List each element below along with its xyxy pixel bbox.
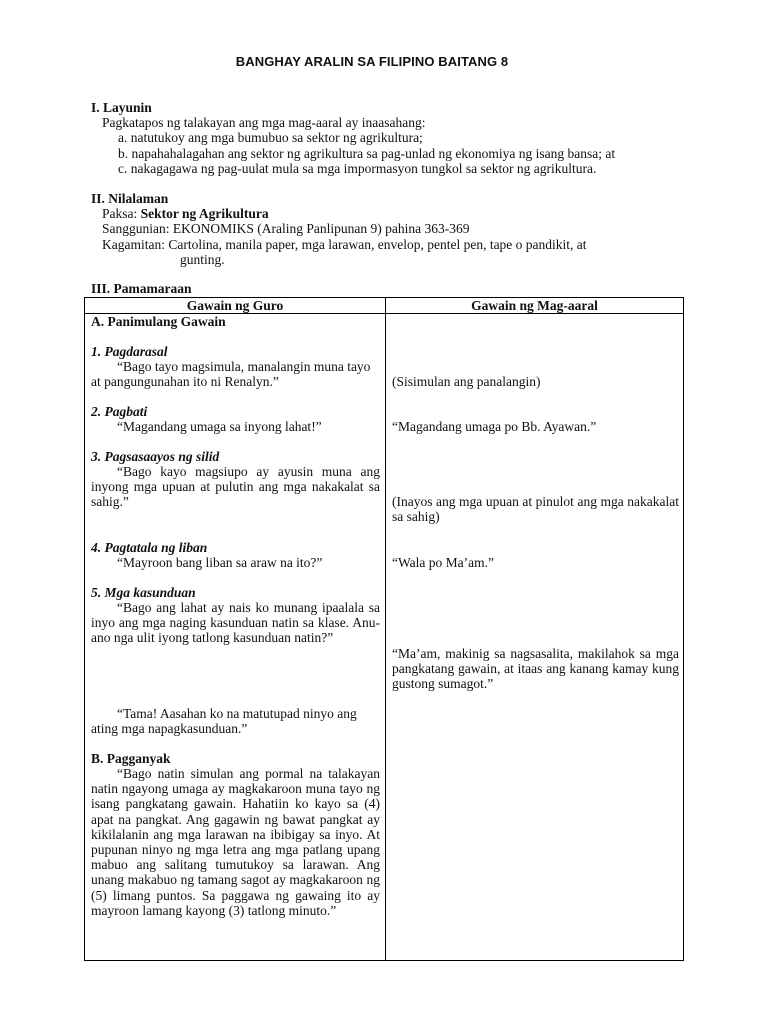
column-header-guro: Gawain ng Guro [186, 298, 284, 313]
kasunduan-magaaral: “Ma’am, makinig sa nagsasalita, makilahok sa mga pangkatang gawain, at itaas ang kanang kamay kung gustong sumagot.” [392, 646, 679, 692]
section-nilalaman [91, 191, 691, 267]
pamamaraan-heading: III. Pamamaraan [91, 281, 192, 296]
layunin-item-b: b. napahahalagahan ang sektor ng agrikultura sa pag-unlad ng ekonomiya ng isang bansa; at [118, 145, 616, 161]
kagamitan-continuation: gunting. [180, 251, 225, 267]
column-divider [385, 298, 386, 960]
pagdarasal-magaaral: (Sisimulan ang panalangin) [392, 374, 541, 389]
section-layunin [91, 100, 691, 176]
column-header-magaaral: Gawain ng Mag-aaral [471, 298, 598, 313]
paksa-value: Sektor ng Agrikultura [140, 206, 269, 222]
paksa-label: Paksa: [102, 206, 141, 222]
paksa-line [91, 206, 691, 221]
pagbati-title: 2. Pagbati [91, 404, 148, 419]
nilalaman-heading: II. Nilalaman [91, 191, 169, 206]
kasunduan-title: 5. Mga kasunduan [91, 585, 196, 600]
pagsasaayos-title: 3. Pagsasaayos ng silid [91, 449, 220, 464]
kasunduan-guro: “Bago ang lahat ay nais ko munang ipaalala sa inyo ang mga naging kasunduan natin sa klase. Anu-ano nga ulit iyong tatlong kasunduan natin?” [91, 600, 380, 646]
layunin-heading: I. Layunin [91, 100, 152, 115]
procedure-table [84, 297, 684, 961]
pagganyak-guro: “Bago natin simulan ang pormal na talakayan natin ngayong umaga ay magkakaroon muna tayo ng isang pangkatang gawain. Hahatiin ko kayo sa (4) apat na pangkat. Ang gagawin ng bawat pangkat ay kikilalanin ang mga larawan na ibibigay sa inyo. At pupunan ninyo ng mga letra ang mga patlang upang mabuo ang salitang tumutukoy sa larawan. Ang unang makabuo ng tamang sagot ay magkakaroon ng (5) limang puntos. Sa paggawa ng gawaing ito ay mayroon lamang kayong (3) tatlong minuto.” [91, 766, 380, 918]
panimulang-gawain-heading: A. Panimulang Gawain [91, 314, 226, 329]
pagtatala-magaaral: “Wala po Ma’am.” [392, 555, 494, 570]
kagamitan-line: Kagamitan: Cartolina, manila paper, mga larawan, envelop, pentel pen, tape o pandikit, at [102, 236, 587, 252]
pagdarasal-guro: “Bago tayo magsimula, manalangin muna tayo at pangungunahan ito ni Renalyn.” [91, 359, 371, 390]
pagganyak-heading: B. Pagganyak [91, 751, 171, 766]
sanggunian-line: Sanggunian: EKONOMIKS (Araling Panlipunan 9) pahina 363-369 [102, 221, 470, 237]
pagsasaayos-magaaral: (Inayos ang mga upuan at pinulot ang mga nakakalat sa sahig) [392, 494, 679, 525]
layunin-item-a: a. natutukoy ang mga bumubuo sa sektor ng agrikultura; [118, 130, 423, 146]
pagtatala-guro: “Mayroon bang liban sa araw na ito?” [117, 555, 323, 570]
section-pamamaraan [91, 281, 691, 296]
layunin-intro: Pagkatapos ng talakayan ang mga mag-aaral ay inaasahang: [102, 115, 426, 131]
layunin-item-c: c. nakagagawa ng pag-uulat mula sa mga impormasyon tungkol sa sektor ng agrikultura. [118, 160, 597, 176]
pagtatala-title: 4. Pagtatala ng liban [91, 540, 208, 555]
kasunduan-guro-response: “Tama! Aasahan ko na matutupad ninyo ang ating mga napagkasunduan.” [91, 706, 357, 737]
pagdarasal-title: 1. Pagdarasal [91, 344, 168, 359]
pagsasaayos-guro: “Bago kayo magsiupo ay ayusin muna ang inyong mga upuan at pulutin ang mga nakakalat sa sahig.” [91, 464, 380, 510]
document-title: BANGHAY ARALIN SA FILIPINO BAITANG 8 [235, 54, 509, 69]
pagbati-magaaral: “Magandang umaga po Bb. Ayawan.” [392, 419, 597, 434]
pagbati-guro: “Magandang umaga sa inyong lahat!” [117, 419, 322, 434]
